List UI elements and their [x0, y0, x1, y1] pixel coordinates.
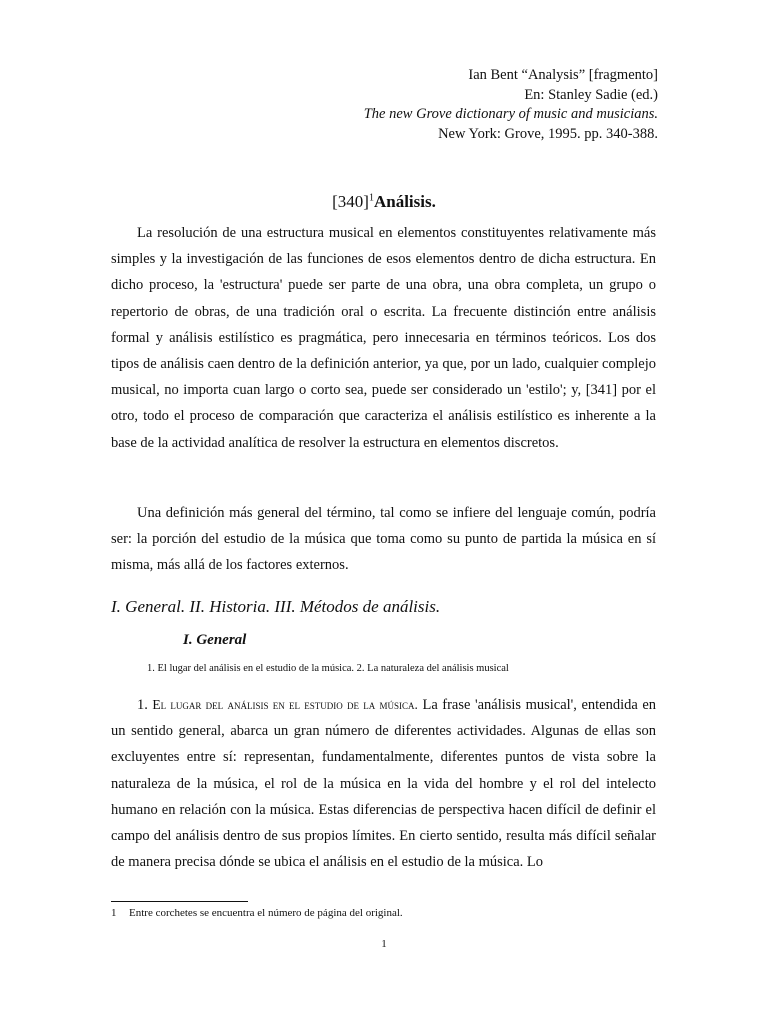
footnote-number: 1: [111, 907, 117, 919]
section-heading: I. General. II. Historia. III. Métodos de análisis.: [111, 597, 441, 616]
citation-publisher-line: New York: Grove, 1995. pp. 340-388.: [438, 125, 658, 142]
title-page-reference: [340]: [332, 192, 369, 211]
title-footnote-mark: 1: [368, 192, 374, 204]
paragraph-body: La frase 'análisis musical', entendida en un sentido general, abarca un gran número de diferentes actividades. Algunas de ellas son excluyentes entre sí: representan, fundamentalmente, diferentes puntos de vista sobre la naturaleza de la música, el rol de la música en la vida del hombre y el rol del intelecto humano en relación con la música. Estas diferencias de perspectiva hacen difícil de definir el campo del análisis dentro de sus propios límites. En cierto sentido, resulta más difícil señalar de manera precisa dónde se ubica el análisis en el estudio de la música. Lo: [111, 697, 657, 871]
citation-editor-line: En: Stanley Sadie (ed.): [524, 86, 658, 103]
citation-book-title: The new Grove dictionary of music and musicians.: [363, 106, 658, 122]
paragraph-section-one: [111, 692, 656, 875]
page-number: 1: [381, 938, 387, 950]
subsection-heading: I. General: [183, 632, 247, 648]
title-text: Análisis.: [373, 192, 436, 211]
citation-block: [364, 66, 658, 144]
paragraph-general-definition: Una definición más general del término, tal como se infiere del lenguaje común, podría ser: la porción del estudio de la música que toma como su punto de partida la música en sí misma, más allá de los factores externos.: [111, 505, 656, 574]
citation-author-line: Ian Bent “Analysis” [fragmento]: [468, 67, 658, 83]
paragraph-definition: La resolución de una estructura musical en elementos constituyentes relativamente más simples y la investigación de las funciones de esos elementos dentro de dicha estructura. En dicho proceso, la 'estructura' puede ser parte de una obra, una obra completa, un grupo o repertorio de obras, de una tradición oral o escrita. La frecuente distinción entre análisis formal y análisis estilístico es pragmática, pero innecesaria en términos teóricos. Los dos tipos de análisis caen dentro de la definición anterior, ya que, por un lado, cualquier complejo musical, no importa cuan largo o corto sea, puede ser considerado un 'estilo'; y, [341] por el otro, todo el proceso de comparación que caracteriza el análisis estilístico es inherente a la base de la actividad analítica de resolver la estructura en elementos discretos.: [111, 225, 656, 451]
footnote: [111, 906, 403, 920]
article-title: [0, 191, 768, 213]
paragraph-lead-smallcaps: El lugar del análisis en el estudio de la música.: [152, 697, 418, 712]
paragraph-number: 1.: [137, 697, 153, 713]
footnote-text: Entre corchetes se encuentra el número de página del original.: [129, 907, 403, 919]
footnote-divider: [111, 901, 248, 902]
subsection-list: 1. El lugar del análisis en el estudio de la música. 2. La naturaleza del análisis musical: [147, 663, 509, 674]
